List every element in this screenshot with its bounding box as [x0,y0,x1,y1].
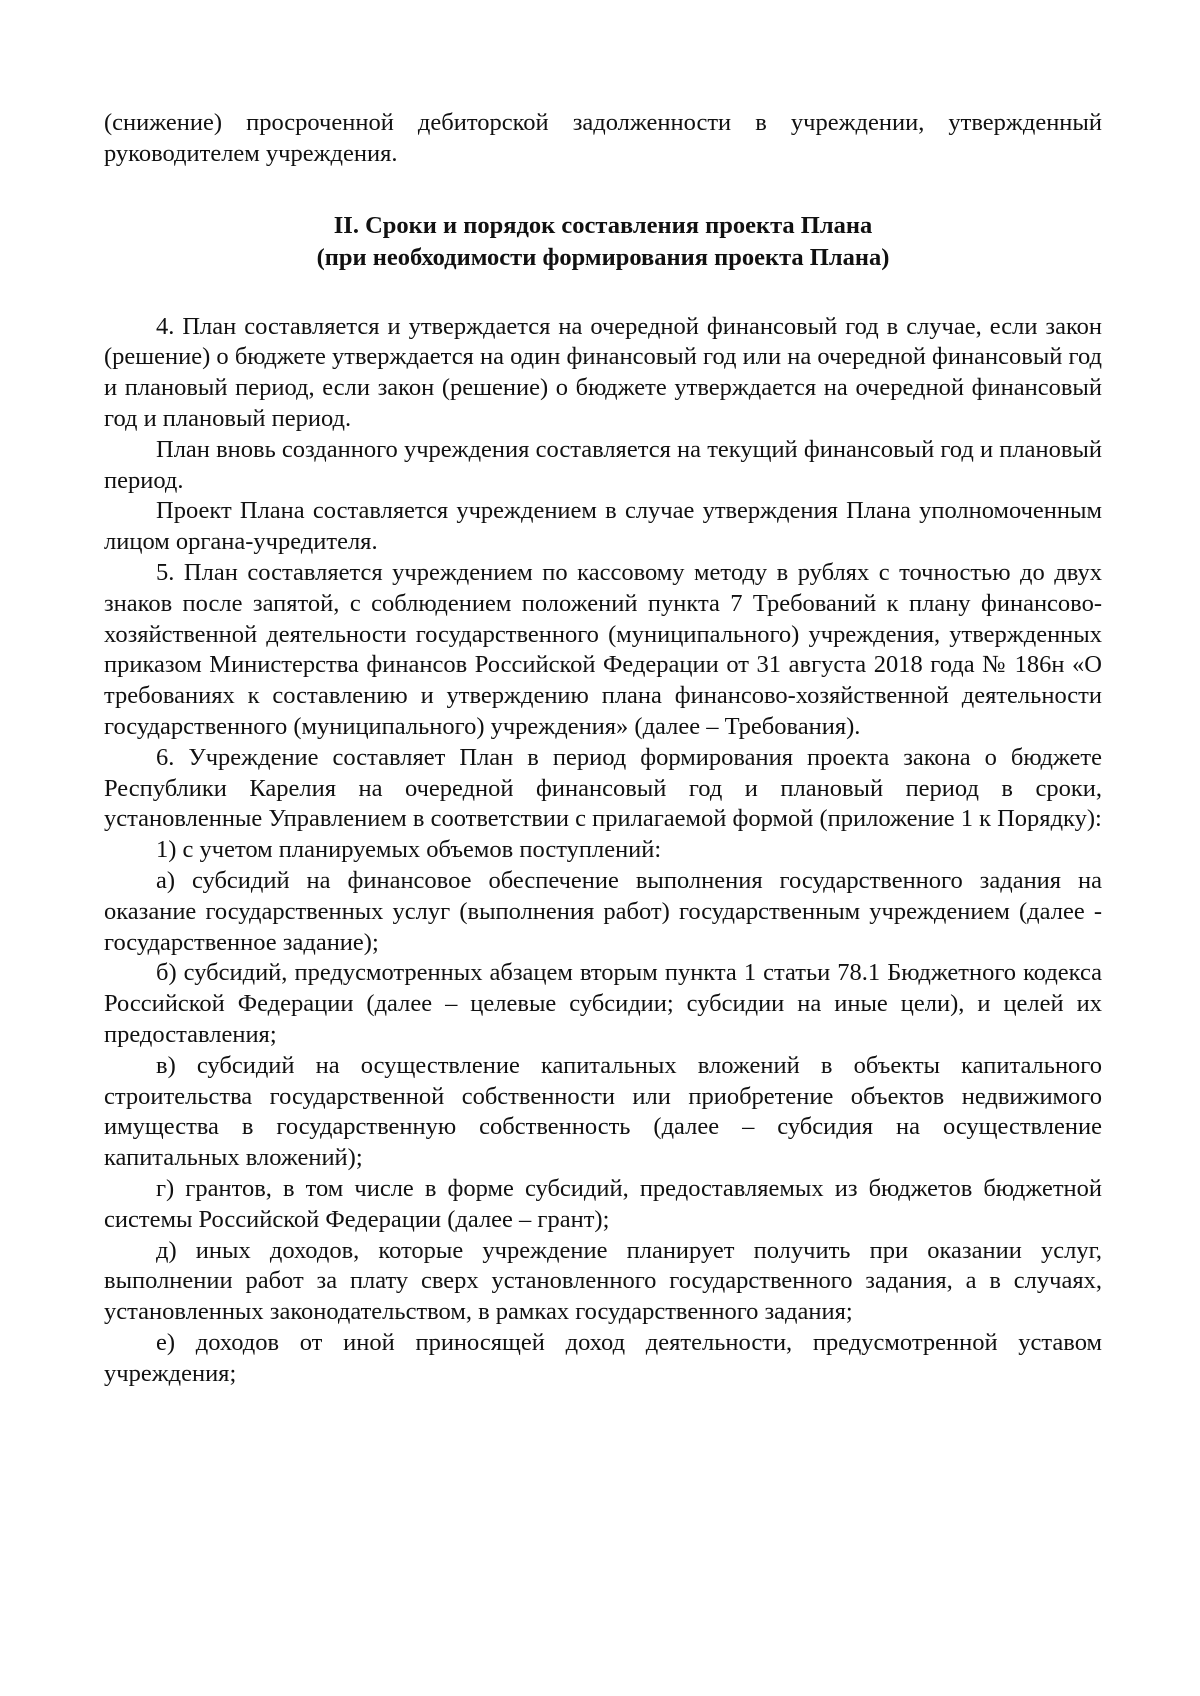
paragraph-draft-plan: Проект Плана составляется учреждением в случае утверждения Плана уполномоченным лицом органа-учредителя. [104,497,1102,556]
list-item-b: б) субсидий, предусмотренных абзацем вторым пункта 1 статьи 78.1 Бюджетного кодекса Российской Федерации (далее – целевые субсидии; субсидии на иные цели), и целей их предоставления; [104,959,1102,1048]
section-heading [104,210,1102,274]
section-heading-line-1: II. Сроки и порядок составления проекта Плана [333,211,873,239]
list-item-d: д) иных доходов, которые учреждение планирует получить при оказании услуг, выполнении работ за плату сверх установленного государственного задания, а в случаях, установленных законодательством, в рамках государственного задания; [104,1236,1102,1326]
list-item-1: 1) с учетом планируемых объемов поступлений: [156,836,662,864]
paragraph-4: 4. План составляется и утверждается на очередной финансовый год в случае, если закон (решение) о бюджете утверждается на один финансовый год или на очередной финансовый год и плановый период, если закон (решение) о бюджете утверждается на очередной финансовый год и плановый период. [104,312,1102,432]
list-item-a: а) субсидий на финансовое обеспечение выполнения государственного задания на оказание государственных услуг (выполнения работ) государственным учреждением (далее - государственное задание); [104,866,1102,956]
list-item-e: е) доходов от иной приносящей доход деятельности, предусмотренной уставом учреждения; [104,1328,1102,1387]
document-page [104,108,1102,1389]
paragraph-5: 5. План составляется учреждением по кассовому методу в рублях с точностью до двух знаков после запятой, с соблюдением положений пункта 7 Требований к плану финансово-хозяйственной деятельности государственного (муниципального) учреждения, утвержденных приказом Министерства финансов Российской Федерации от 31 августа 2018 года № 186н «О требованиях к составлению и утверждению плана финансово-хозяйственной деятельности государственного (муниципального) учреждения» (далее – Требования). [104,558,1102,740]
paragraph-6: 6. Учреждение составляет План в период формирования проекта закона о бюджете Республики Карелия на очередной финансовый год и плановый период в сроки, установленные Управлением в соответствии с прилагаемой формой (приложение 1 к Порядку): [104,743,1102,833]
list-item-g: г) грантов, в том числе в форме субсидий, предоставляемых из бюджетов бюджетной системы Российской Федерации (далее – грант); [104,1174,1102,1233]
intro-paragraph: (снижение) просроченной дебиторской задолженности в учреждении, утвержденный руководителем учреждения. [104,109,1102,167]
section-heading-line-2: (при необходимости формирования проекта Плана) [316,243,890,271]
list-item-v: в) субсидий на осуществление капитальных вложений в объекты капитального строительства государственной собственности или приобретение объектов недвижимого имущества в государственную собственность (далее – субсидия на осуществление капитальных вложений); [104,1051,1102,1172]
paragraph-new-institution: План вновь созданного учреждения составляется на текущий финансовый год и плановый период. [104,435,1102,494]
